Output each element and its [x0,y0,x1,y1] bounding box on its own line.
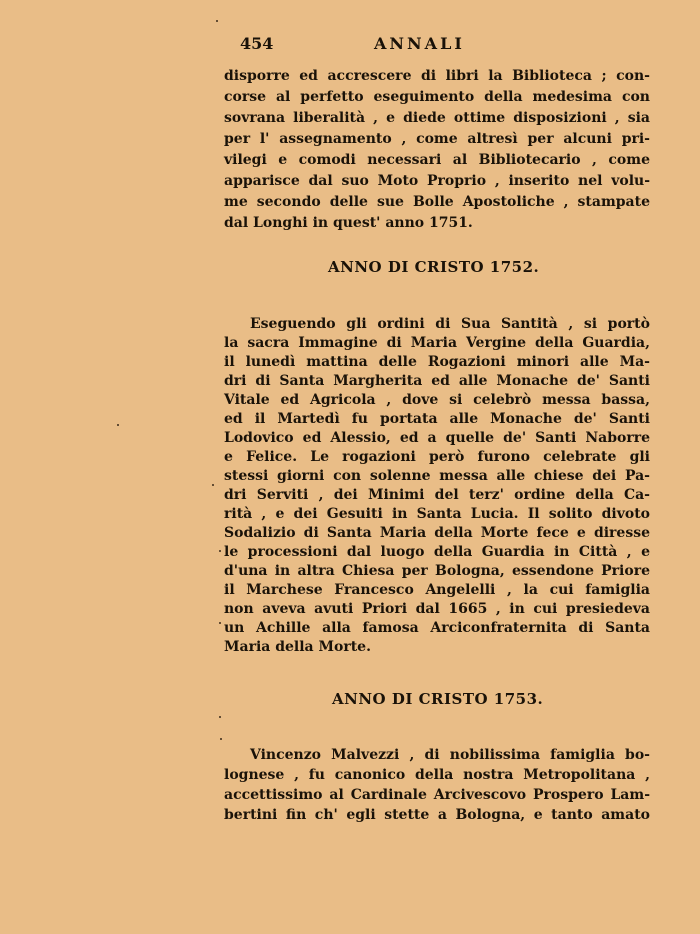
text-line: disporre ed accrescere di libri la Biblioteca ; con- [224,68,650,84]
text-line: il lunedì mattina delle Rogazioni minori alle Ma- [224,354,650,370]
text-line: dri di Santa Margherita ed alle Monache de' Santi [224,373,650,389]
text-line: me secondo delle sue Bolle Apostoliche , stampate [224,194,650,210]
text-line: Vitale ed Agricola , dove si celebrò messa bassa, [224,392,650,408]
text-line: dal Longhi in quest' anno 1751. [224,215,473,231]
text-line: Eseguendo gli ordini di Sua Santità , si portò [250,316,650,332]
text-line: e Felice. Le rogazioni però furono celebrate gli [224,449,650,465]
running-head: ANNALI [374,34,465,53]
text-line: accettissimo al Cardinale Arcivescovo Prospero Lam- [224,787,650,803]
text-line: bertini fin ch' egli stette a Bologna, e tanto amato [224,807,650,823]
text-line: la sacra Immagine di Maria Vergine della Guardia, [224,335,650,351]
text-line: sovrana liberalità , e diede ottime disposizioni , sia [224,110,650,126]
scan-speck [212,484,214,486]
text-line: corse al perfetto eseguimento della medesima con [224,89,650,105]
text-line: le processioni dal luogo della Guardia in Città , e [224,544,650,560]
scan-speck [219,622,221,624]
scan-speck [219,550,221,552]
text-line: per l' assegnamento , come altresì per alcuni pri- [224,131,650,147]
page-number: 454 [240,34,274,53]
text-line: Lodovico ed Alessio, ed a quelle de' Santi Naborre [224,430,650,446]
text-line: Maria della Morte. [224,639,371,655]
page-header [240,34,650,56]
text-line: ed il Martedì fu portata alle Monache de' Santi [224,411,650,427]
text-line: Vincenzo Malvezzi , di nobilissima famiglia bo- [250,747,650,763]
text-line: vilegi e comodi necessari al Bibliotecario , come [224,152,650,168]
text-line: stessi giorni con solenne messa alle chiese dei Pa- [224,468,650,484]
scan-speck [219,716,221,718]
text-line: non aveva avuti Priori dal 1665 , in cui presiedeva [224,601,650,617]
text-line: Sodalizio di Santa Maria della Morte fece e diresse [224,525,650,541]
section-heading-1752: ANNO DI CRISTO 1752. [328,258,540,276]
text-line: apparisce dal suo Moto Proprio , inserito nel volu- [224,173,650,189]
text-line: un Achille alla famosa Arciconfraternita di Santa [224,620,650,636]
text-line: il Marchese Francesco Angelelli , la cui famiglia [224,582,650,598]
scan-speck [117,424,119,426]
scan-speck [216,20,218,22]
text-line: lognese , fu canonico della nostra Metropolitana , [224,767,650,783]
text-line: rità , e dei Gesuiti in Santa Lucia. Il solito divoto [224,506,650,522]
section-heading-1753: ANNO DI CRISTO 1753. [332,690,544,708]
text-line: dri Serviti , dei Minimi del terz' ordine della Ca- [224,487,650,503]
scan-speck [220,738,222,740]
text-line: d'una in altra Chiesa per Bologna, essendone Priore [224,563,650,579]
